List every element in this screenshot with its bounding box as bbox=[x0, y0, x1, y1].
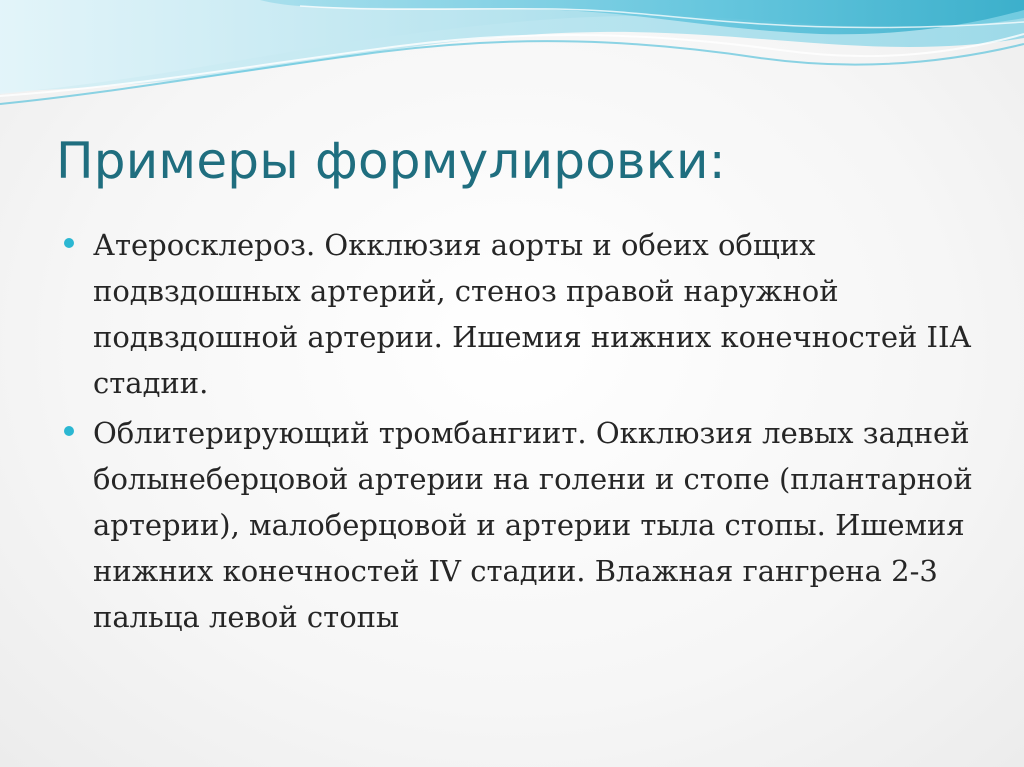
bullet-text: Облитерирующий тромбангиит. Окклюзия левых задней болынеберцовой артерии на голени и стопе (плантарной артерии), малоберцовой и артерии тыла стопы. Ишемия нижних конечностей IV стадии. Влажная гангрена 2-3 пальца левой стопы bbox=[93, 416, 973, 634]
slide-title: Примеры формулировки: bbox=[56, 132, 726, 190]
bullet-item bbox=[60, 222, 980, 406]
bullet-item bbox=[60, 410, 980, 640]
bullet-list bbox=[60, 222, 980, 640]
header-wave-decoration bbox=[0, 0, 1024, 130]
bullet-dot-icon bbox=[64, 238, 74, 248]
bullet-text: Атеросклероз. Окклюзия аорты и обеих общих подвздошных артерий, стеноз правой наружной подвздошной артерии. Ишемия нижних конечностей IIА стадии. bbox=[93, 228, 972, 400]
bullet-dot-icon bbox=[64, 426, 74, 436]
